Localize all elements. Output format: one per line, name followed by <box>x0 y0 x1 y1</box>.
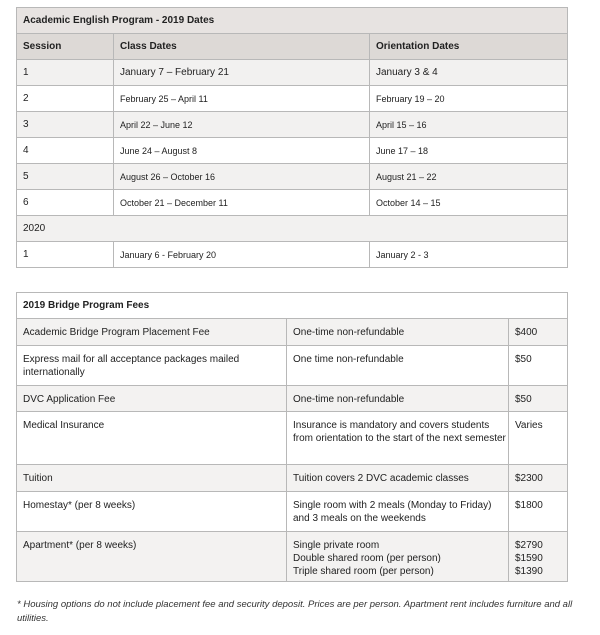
table-row <box>17 465 568 492</box>
fee-price-cell: $50 <box>509 346 568 386</box>
fee-price-cell: $50 <box>509 386 568 412</box>
orientation-dates-cell: January 2 - 3 <box>370 242 568 268</box>
table-row <box>17 242 568 268</box>
apartment-price: $1590 <box>515 553 543 564</box>
fee-item-cell: Tuition <box>17 465 287 492</box>
fee-item-cell: Academic Bridge Program Placement Fee <box>17 319 287 346</box>
footnote: * Housing options do not include placement fee and security deposit. Prices are per person. Apartment rent includes furniture and all utilities. <box>17 599 573 624</box>
session-cell: 1 <box>17 242 114 268</box>
dates-table <box>16 7 568 268</box>
fee-price-cell: $400 <box>509 319 568 346</box>
orientation-dates-cell: August 21 – 22 <box>370 164 568 190</box>
fee-description-cell <box>287 532 509 582</box>
table-row <box>17 164 568 190</box>
table-row <box>17 60 568 86</box>
class-dates-cell: January 7 – February 21 <box>114 60 370 86</box>
fee-price-cell <box>509 532 568 582</box>
header-class-dates: Class Dates <box>114 34 370 60</box>
apartment-option: Single private room <box>293 540 380 551</box>
session-cell: 5 <box>17 164 114 190</box>
fees-table-caption: 2019 Bridge Program Fees <box>17 293 568 319</box>
session-cell: 1 <box>17 60 114 86</box>
header-session: Session <box>17 34 114 60</box>
table-row <box>17 138 568 164</box>
session-cell: 4 <box>17 138 114 164</box>
fee-description-cell: Single room with 2 meals (Monday to Friday) and 3 meals on the weekends <box>287 492 509 532</box>
orientation-dates-cell: February 19 – 20 <box>370 86 568 112</box>
table-row <box>17 412 568 465</box>
orientation-dates-cell: October 14 – 15 <box>370 190 568 216</box>
year-2020-row: 2020 <box>17 216 568 242</box>
dates-table-caption: Academic English Program - 2019 Dates <box>17 8 568 34</box>
header-orientation-dates: Orientation Dates <box>370 34 568 60</box>
fees-table <box>16 292 568 582</box>
fee-price-cell: $2300 <box>509 465 568 492</box>
class-dates-cell: August 26 – October 16 <box>114 164 370 190</box>
class-dates-cell: February 25 – April 11 <box>114 86 370 112</box>
apartment-price: $2790 <box>515 540 543 551</box>
table-row <box>17 492 568 532</box>
fee-description-cell: Tuition covers 2 DVC academic classes <box>287 465 509 492</box>
orientation-dates-cell: June 17 – 18 <box>370 138 568 164</box>
session-cell: 2 <box>17 86 114 112</box>
orientation-dates-cell: April 15 – 16 <box>370 112 568 138</box>
session-cell: 3 <box>17 112 114 138</box>
apartment-option: Triple shared room (per person) <box>293 566 434 577</box>
table-row <box>17 190 568 216</box>
fee-item-cell: Apartment* (per 8 weeks) <box>17 532 287 582</box>
apartment-option: Double shared room (per person) <box>293 553 441 564</box>
fee-item-cell: Homestay* (per 8 weeks) <box>17 492 287 532</box>
fee-price-cell: Varies <box>509 412 568 465</box>
fee-description-cell: One-time non-refundable <box>287 319 509 346</box>
table-row <box>17 532 568 582</box>
table-row <box>17 216 568 242</box>
class-dates-cell: April 22 – June 12 <box>114 112 370 138</box>
fee-description-cell: One time non-refundable <box>287 346 509 386</box>
orientation-dates-cell: January 3 & 4 <box>370 60 568 86</box>
session-cell: 6 <box>17 190 114 216</box>
table-row <box>17 386 568 412</box>
table-row <box>17 319 568 346</box>
fee-item-cell: Medical Insurance <box>17 412 287 465</box>
fee-price-cell: $1800 <box>509 492 568 532</box>
table-row <box>17 346 568 386</box>
class-dates-cell: October 21 – December 11 <box>114 190 370 216</box>
fee-description-cell: One-time non-refundable <box>287 386 509 412</box>
apartment-price: $1390 <box>515 566 543 577</box>
fee-description-cell: Insurance is mandatory and covers students from orientation to the start of the next semester <box>287 412 509 465</box>
fee-item-cell: DVC Application Fee <box>17 386 287 412</box>
class-dates-cell: June 24 – August 8 <box>114 138 370 164</box>
class-dates-cell: January 6 - February 20 <box>114 242 370 268</box>
table-row <box>17 86 568 112</box>
fee-item-cell: Express mail for all acceptance packages mailed internationally <box>17 346 287 386</box>
table-row <box>17 112 568 138</box>
